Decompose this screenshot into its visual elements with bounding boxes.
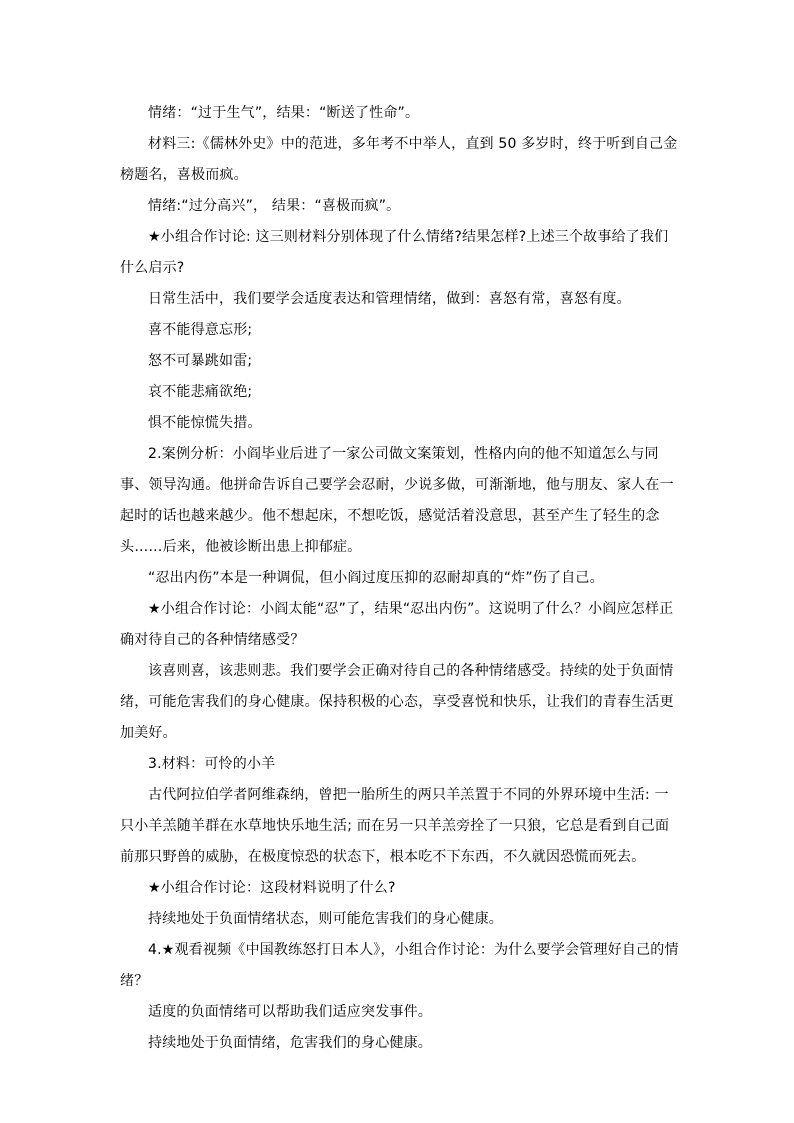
paragraph: ★小组合作讨论：小阎太能“忍”了，结果“忍出内伤”。这说明了什么？小阎应怎样正确对待自己的各种情绪感受？	[120, 601, 674, 648]
paragraph: 该喜则喜，该悲则悲。我们要学会正确对待自己的各种情绪感受。持续的处于负面情绪，可能危害我们的身心健康。保持积极的心态，享受喜悦和快乐，让我们的青春生活更加美好。	[120, 663, 674, 741]
paragraph: 怒不可暴跳如雷;	[148, 353, 253, 369]
paragraph: 3.材料：可怜的小羊	[148, 756, 276, 772]
paragraph: 情绪:“过分高兴”， 结果：“喜极而疯”。	[148, 198, 401, 214]
paragraph: 持续地处于负面情绪状态，则可能危害我们的身心健康。	[148, 911, 503, 927]
paragraph: 古代阿拉伯学者阿维森纳，曾把一胎所生的两只羊羔置于不同的外界环境中生活: 一只小羊羔随羊群在水草地快乐地生活; 而在另一只羊羔旁拴了一只狼，它总是看到自己面前那只野兽的威胁，在极度惊恐的状态下，根本吃不下东西，不久就因恐慌而死去。	[120, 787, 670, 865]
paragraph: ★小组合作讨论：这段材料说明了什么?	[148, 880, 396, 896]
paragraph: 材料三:《儒林外史》中的范进，多年考不中举人，直到 50 多岁时，终于听到自己金榜题名，喜极而疯。	[120, 136, 678, 183]
paragraph: 4.★观看视频《中国教练怒打日本人》，小组合作讨论：为什么要学会管理好自己的情绪？	[120, 942, 679, 989]
paragraph: 惧不能惊慌失措。	[148, 415, 262, 431]
paragraph: 2.案例分析：小阎毕业后进了一家公司做文案策划，性格内向的他不知道怎么与同事、领导沟通。他拼命告诉自己要学会忍耐，少说多做，可渐渐地，他与朋友、家人在一起时的话也越来越少。他不想起床，不想吃饭，感觉活着没意思，甚至产生了轻生的念头……后来，他被诊断出患上抑郁症。	[120, 446, 674, 555]
paragraph: 喜不能得意忘形;	[148, 322, 253, 338]
paragraph: ★小组合作讨论: 这三则材料分别体现了什么情绪?结果怎样?上述三个故事给了我们什么启示?	[120, 229, 669, 276]
paragraph: 哀不能悲痛欲绝;	[148, 384, 253, 400]
paragraph: 适度的负面情绪可以帮助我们适应突发事件。	[148, 1004, 432, 1020]
paragraph: 持续地处于负面情绪，危害我们的身心健康。	[148, 1035, 432, 1051]
paragraph: “忍出内伤”本是一种调侃，但小阎过度压抑的忍耐却真的“炸”伤了自己。	[148, 570, 604, 586]
document-body	[120, 98, 680, 1059]
paragraph: 日常生活中，我们要学会适度表达和管理情绪，做到：喜怒有常，喜怒有度。	[148, 291, 631, 307]
paragraph: 情绪：“过于生气”，结果：“断送了性命”。	[148, 105, 420, 121]
